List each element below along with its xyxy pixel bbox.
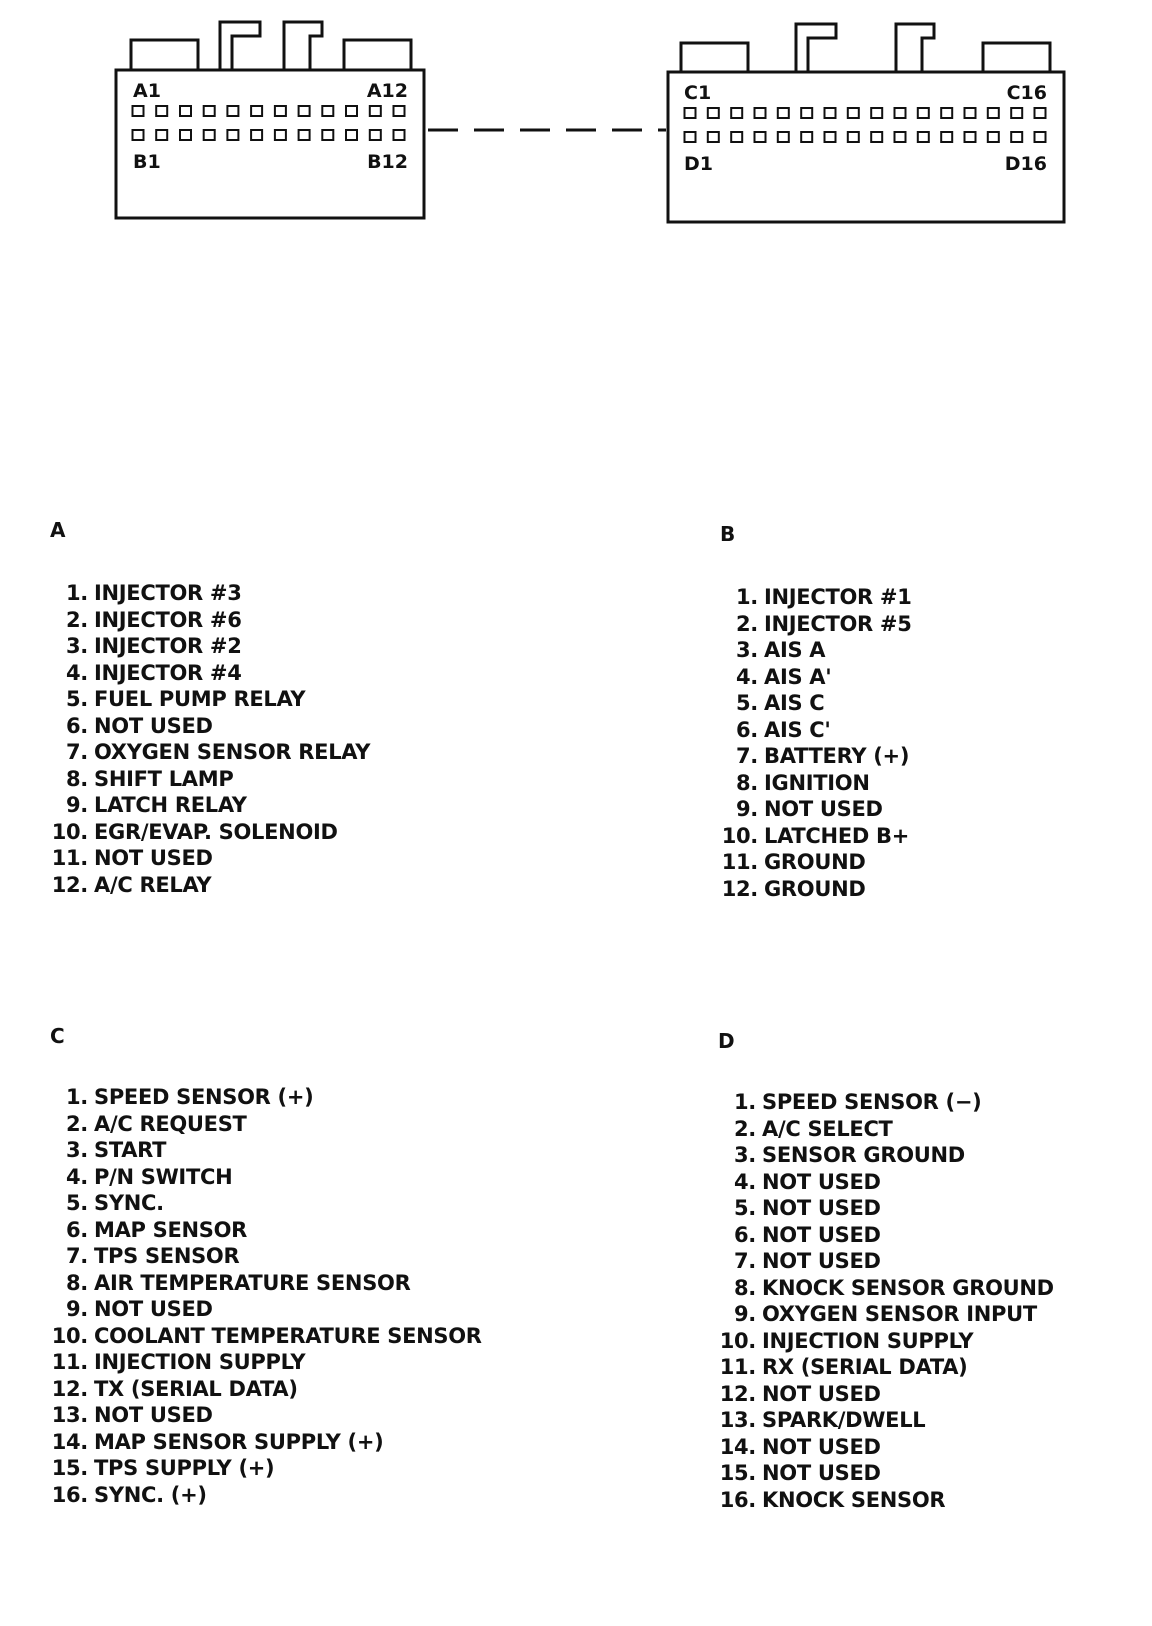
label-d1: D1 xyxy=(684,153,713,175)
pin-description: GROUND xyxy=(764,876,866,901)
pin-number: 10. xyxy=(721,823,758,848)
pin-number: 2. xyxy=(736,611,758,636)
pin-item xyxy=(720,823,912,850)
pin-number: 9. xyxy=(734,1302,756,1326)
connector-pin xyxy=(988,132,999,142)
pin-description: NOT USED xyxy=(762,1249,881,1273)
pin-description: NOT USED xyxy=(762,1434,881,1459)
connector-diagram xyxy=(0,0,1152,240)
pin-number: 6. xyxy=(66,713,88,738)
connector-pin xyxy=(370,130,381,140)
pin-item xyxy=(718,1248,1054,1275)
pin-item xyxy=(720,717,912,744)
pin-description: MAP SENSOR SUPPLY (+) xyxy=(94,1429,384,1454)
pin-item xyxy=(50,766,370,793)
pin-description: SHIFT LAMP xyxy=(94,766,234,791)
connector-pin xyxy=(394,130,405,140)
connector-pin xyxy=(156,106,167,116)
pin-description: AIR TEMPERATURE SENSOR xyxy=(94,1270,411,1295)
pin-number: 6. xyxy=(66,1217,88,1242)
pin-number: 2. xyxy=(66,1111,88,1136)
connector-a-b-latch-right xyxy=(344,40,411,70)
pin-item xyxy=(720,743,912,770)
pin-description: AIS C xyxy=(764,691,825,715)
connector-pin xyxy=(988,108,999,118)
pin-number: 2. xyxy=(734,1116,756,1141)
pin-number: 10. xyxy=(719,1328,756,1353)
connector-pin xyxy=(965,108,976,118)
connector-a-b-latch-left xyxy=(131,40,198,70)
connector-pin xyxy=(848,132,859,142)
pin-item xyxy=(50,1111,482,1138)
connector-pin xyxy=(156,130,167,140)
pin-description: NOT USED xyxy=(762,1196,881,1220)
connector-c-d-latch-left xyxy=(681,43,748,72)
connector-pin xyxy=(871,132,882,142)
pin-description: INJECTION SUPPLY xyxy=(762,1328,974,1353)
pin-item xyxy=(50,1482,482,1509)
pin-item xyxy=(718,1301,1054,1328)
section-a-title: A xyxy=(50,518,66,542)
pin-item xyxy=(50,1243,482,1270)
section-d-title: D xyxy=(718,1029,736,1053)
pin-item xyxy=(718,1142,1054,1169)
pin-item xyxy=(718,1434,1054,1461)
pin-item xyxy=(50,1084,482,1111)
pin-description: GROUND xyxy=(764,850,866,874)
connector-a-b-key-left xyxy=(220,22,260,70)
pin-item xyxy=(50,607,370,634)
pin-item xyxy=(720,770,912,797)
pin-number: 8. xyxy=(736,770,758,795)
connector-c-d-body xyxy=(668,72,1064,222)
connector-pin xyxy=(895,132,906,142)
pin-item xyxy=(50,580,370,607)
pin-item xyxy=(50,1323,482,1350)
pin-item xyxy=(50,1137,482,1164)
connector-a-b-key-right xyxy=(284,22,322,70)
connector-pin xyxy=(755,132,766,142)
section-a xyxy=(50,518,370,898)
connector-pin xyxy=(133,106,144,116)
pin-description: TX (SERIAL DATA) xyxy=(94,1376,298,1401)
connector-pin xyxy=(895,108,906,118)
pin-number: 4. xyxy=(734,1169,756,1194)
pin-description: COOLANT TEMPERATURE SENSOR xyxy=(94,1323,482,1348)
connector-pin xyxy=(825,132,836,142)
pin-number: 14. xyxy=(51,1429,88,1454)
pin-item xyxy=(718,1222,1054,1249)
pin-number: 1. xyxy=(736,585,758,609)
pin-number: 9. xyxy=(736,797,758,821)
pin-number: 7. xyxy=(736,744,758,768)
pin-number: 6. xyxy=(734,1222,756,1247)
pin-description: LATCH RELAY xyxy=(94,793,247,817)
connector-c-d-latch-right xyxy=(983,43,1050,72)
pin-description: INJECTOR #1 xyxy=(764,585,912,609)
pin-item xyxy=(720,690,912,717)
pin-item xyxy=(50,686,370,713)
pin-description: P/N SWITCH xyxy=(94,1164,233,1189)
pin-number: 7. xyxy=(734,1249,756,1273)
section-c-title: C xyxy=(50,1024,66,1048)
connector-pin xyxy=(299,106,310,116)
pin-number: 12. xyxy=(51,1376,88,1401)
connector-pin xyxy=(871,108,882,118)
pin-number: 2. xyxy=(66,607,88,632)
pin-item xyxy=(50,1296,482,1323)
section-d xyxy=(718,1029,1054,1513)
pin-description: SPEED SENSOR (+) xyxy=(94,1085,314,1109)
pin-description: SPARK/DWELL xyxy=(762,1408,926,1432)
connector-c-d-key-left xyxy=(796,24,836,72)
pin-item xyxy=(50,1270,482,1297)
connector-pin xyxy=(180,130,191,140)
connector-pin xyxy=(918,132,929,142)
connector-pin xyxy=(346,130,357,140)
pin-item xyxy=(720,664,912,691)
pin-number: 11. xyxy=(51,1350,88,1374)
connector-pin xyxy=(299,130,310,140)
pin-description: KNOCK SENSOR xyxy=(762,1487,946,1512)
pin-number: 14. xyxy=(719,1434,756,1459)
pin-description: AIS A' xyxy=(764,664,832,689)
pin-number: 8. xyxy=(734,1275,756,1300)
pin-description: AIS C' xyxy=(764,717,831,742)
pin-number: 12. xyxy=(721,876,758,901)
pin-description: INJECTOR #5 xyxy=(764,611,912,636)
pin-item xyxy=(50,1349,482,1376)
section-b xyxy=(720,522,912,902)
pin-description: INJECTOR #6 xyxy=(94,607,242,632)
connector-pin xyxy=(685,108,696,118)
pin-number: 3. xyxy=(736,638,758,662)
pin-number: 1. xyxy=(66,1085,88,1109)
pin-number: 6. xyxy=(736,717,758,742)
pin-number: 16. xyxy=(51,1482,88,1507)
section-a-pin-list xyxy=(50,580,370,898)
pin-item xyxy=(50,819,370,846)
label-a12: A12 xyxy=(366,80,408,102)
pin-description: LATCHED B+ xyxy=(764,823,910,848)
pin-number: 11. xyxy=(51,846,88,870)
connector-pin xyxy=(801,132,812,142)
section-c xyxy=(50,1024,482,1508)
pin-item xyxy=(50,713,370,740)
pin-number: 3. xyxy=(66,634,88,658)
pin-description: START xyxy=(94,1138,167,1162)
label-b12: B12 xyxy=(367,151,408,173)
pin-description: SENSOR GROUND xyxy=(762,1143,965,1167)
pin-description: KNOCK SENSOR GROUND xyxy=(762,1275,1054,1300)
connector-pin xyxy=(941,132,952,142)
connector-pin xyxy=(1035,132,1046,142)
pin-number: 13. xyxy=(719,1408,756,1432)
pin-item xyxy=(50,1376,482,1403)
connector-pin xyxy=(251,106,262,116)
pin-item xyxy=(720,849,912,876)
pin-number: 16. xyxy=(719,1487,756,1512)
pin-item xyxy=(718,1116,1054,1143)
connector-pin xyxy=(227,106,238,116)
label-b1: B1 xyxy=(133,151,161,173)
pin-item xyxy=(50,1217,482,1244)
pin-description: INJECTOR #2 xyxy=(94,634,242,658)
pin-item xyxy=(50,1190,482,1217)
pin-number: 15. xyxy=(51,1456,88,1480)
connector-pin xyxy=(275,106,286,116)
connector-pin xyxy=(941,108,952,118)
pin-description: NOT USED xyxy=(764,797,883,821)
connector-a-b-pins xyxy=(133,106,405,140)
connector-pin xyxy=(227,130,238,140)
pin-item xyxy=(720,637,912,664)
pin-description: NOT USED xyxy=(94,1297,213,1321)
pin-description: NOT USED xyxy=(762,1169,881,1194)
pin-number: 1. xyxy=(734,1090,756,1114)
pin-description: NOT USED xyxy=(762,1461,881,1485)
pin-description: BATTERY (+) xyxy=(764,744,910,768)
connector-pin xyxy=(1011,108,1022,118)
connector-pin xyxy=(801,108,812,118)
connector-c-d-key-right xyxy=(896,24,934,72)
connector-pin xyxy=(322,106,333,116)
pin-description: NOT USED xyxy=(94,1403,213,1427)
connector-pin xyxy=(755,108,766,118)
connector-pin xyxy=(275,130,286,140)
connector-pin xyxy=(918,108,929,118)
connector-pin xyxy=(708,108,719,118)
label-c1: C1 xyxy=(684,82,712,104)
pin-description: TPS SENSOR xyxy=(94,1244,240,1268)
section-c-pin-list xyxy=(50,1084,482,1508)
pin-item xyxy=(718,1381,1054,1408)
pin-number: 10. xyxy=(51,1323,88,1348)
pin-number: 9. xyxy=(66,793,88,817)
pin-description: SYNC. (+) xyxy=(94,1482,207,1507)
pin-description: RX (SERIAL DATA) xyxy=(762,1355,968,1379)
connector-pin xyxy=(346,106,357,116)
pin-item xyxy=(50,845,370,872)
connector-pin xyxy=(848,108,859,118)
pin-item xyxy=(720,584,912,611)
connector-pin xyxy=(251,130,262,140)
pin-number: 8. xyxy=(66,766,88,791)
pin-number: 11. xyxy=(719,1355,756,1379)
pin-number: 8. xyxy=(66,1270,88,1295)
pin-item xyxy=(50,872,370,899)
pin-number: 7. xyxy=(66,1244,88,1268)
connector-pin xyxy=(322,130,333,140)
pin-item xyxy=(50,660,370,687)
pin-item xyxy=(50,633,370,660)
label-d16: D16 xyxy=(1004,153,1047,175)
pin-item xyxy=(718,1354,1054,1381)
pin-description: A/C RELAY xyxy=(94,872,212,897)
pin-number: 1. xyxy=(66,581,88,605)
connector-pin xyxy=(965,132,976,142)
pin-description: SPEED SENSOR (−) xyxy=(762,1090,982,1114)
connector-pin xyxy=(731,132,742,142)
pin-description: A/C SELECT xyxy=(762,1116,893,1141)
pin-description: EGR/EVAP. SOLENOID xyxy=(94,819,338,844)
connector-pin xyxy=(204,106,215,116)
connector-c-d-pins xyxy=(685,108,1046,142)
pin-number: 3. xyxy=(66,1138,88,1162)
pin-number: 5. xyxy=(66,1191,88,1215)
pin-item xyxy=(50,1455,482,1482)
pin-item xyxy=(720,876,912,903)
section-b-title: B xyxy=(720,522,736,546)
pin-number: 5. xyxy=(66,687,88,711)
pin-item xyxy=(718,1407,1054,1434)
pin-description: A/C REQUEST xyxy=(94,1111,247,1136)
pin-item xyxy=(50,1402,482,1429)
pin-item xyxy=(50,1429,482,1456)
pin-item xyxy=(718,1089,1054,1116)
pin-description: AIS A xyxy=(764,638,826,662)
section-b-pin-list xyxy=(720,584,912,902)
pin-item xyxy=(718,1487,1054,1514)
pin-description: MAP SENSOR xyxy=(94,1217,248,1242)
connector-pin xyxy=(370,106,381,116)
pin-item xyxy=(718,1169,1054,1196)
connector-pin xyxy=(133,130,144,140)
connector-pin xyxy=(778,132,789,142)
connector-pin xyxy=(204,130,215,140)
pin-number: 12. xyxy=(719,1381,756,1406)
pin-number: 12. xyxy=(51,872,88,897)
pin-number: 15. xyxy=(719,1461,756,1485)
section-d-pin-list xyxy=(718,1089,1054,1513)
pin-description: NOT USED xyxy=(94,713,213,738)
pin-number: 5. xyxy=(736,691,758,715)
pin-item xyxy=(720,796,912,823)
connector-pin xyxy=(708,132,719,142)
pin-description: OXYGEN SENSOR RELAY xyxy=(94,740,371,764)
pin-item xyxy=(718,1275,1054,1302)
pin-number: 3. xyxy=(734,1143,756,1167)
pin-number: 7. xyxy=(66,740,88,764)
pin-description: TPS SUPPLY (+) xyxy=(94,1456,275,1480)
connector-pin xyxy=(825,108,836,118)
pin-number: 4. xyxy=(66,660,88,685)
pin-item xyxy=(720,611,912,638)
pin-item xyxy=(50,792,370,819)
pin-number: 4. xyxy=(66,1164,88,1189)
pin-description: OXYGEN SENSOR INPUT xyxy=(762,1302,1037,1326)
connector-pin xyxy=(1011,132,1022,142)
pin-number: 5. xyxy=(734,1196,756,1220)
pin-item xyxy=(718,1195,1054,1222)
pin-description: NOT USED xyxy=(94,846,213,870)
pin-description: INJECTOR #3 xyxy=(94,581,242,605)
pin-number: 4. xyxy=(736,664,758,689)
pin-number: 13. xyxy=(51,1403,88,1427)
pin-description: SYNC. xyxy=(94,1191,164,1215)
connector-pin xyxy=(731,108,742,118)
label-c16: C16 xyxy=(1006,82,1047,104)
pin-number: 9. xyxy=(66,1297,88,1321)
pin-number: 11. xyxy=(721,850,758,874)
pin-description: INJECTOR #4 xyxy=(94,660,242,685)
connector-pin xyxy=(778,108,789,118)
label-a1: A1 xyxy=(133,80,161,102)
pin-description: IGNITION xyxy=(764,770,870,795)
pin-item xyxy=(50,1164,482,1191)
connector-pin xyxy=(685,132,696,142)
pin-description: INJECTION SUPPLY xyxy=(94,1350,306,1374)
pin-description: FUEL PUMP RELAY xyxy=(94,687,306,711)
connector-pin xyxy=(1035,108,1046,118)
connector-pin xyxy=(394,106,405,116)
pin-number: 10. xyxy=(51,819,88,844)
pin-description: NOT USED xyxy=(762,1381,881,1406)
pin-description: NOT USED xyxy=(762,1222,881,1247)
pin-item xyxy=(50,739,370,766)
pin-item xyxy=(718,1460,1054,1487)
connector-pin xyxy=(180,106,191,116)
pin-item xyxy=(718,1328,1054,1355)
